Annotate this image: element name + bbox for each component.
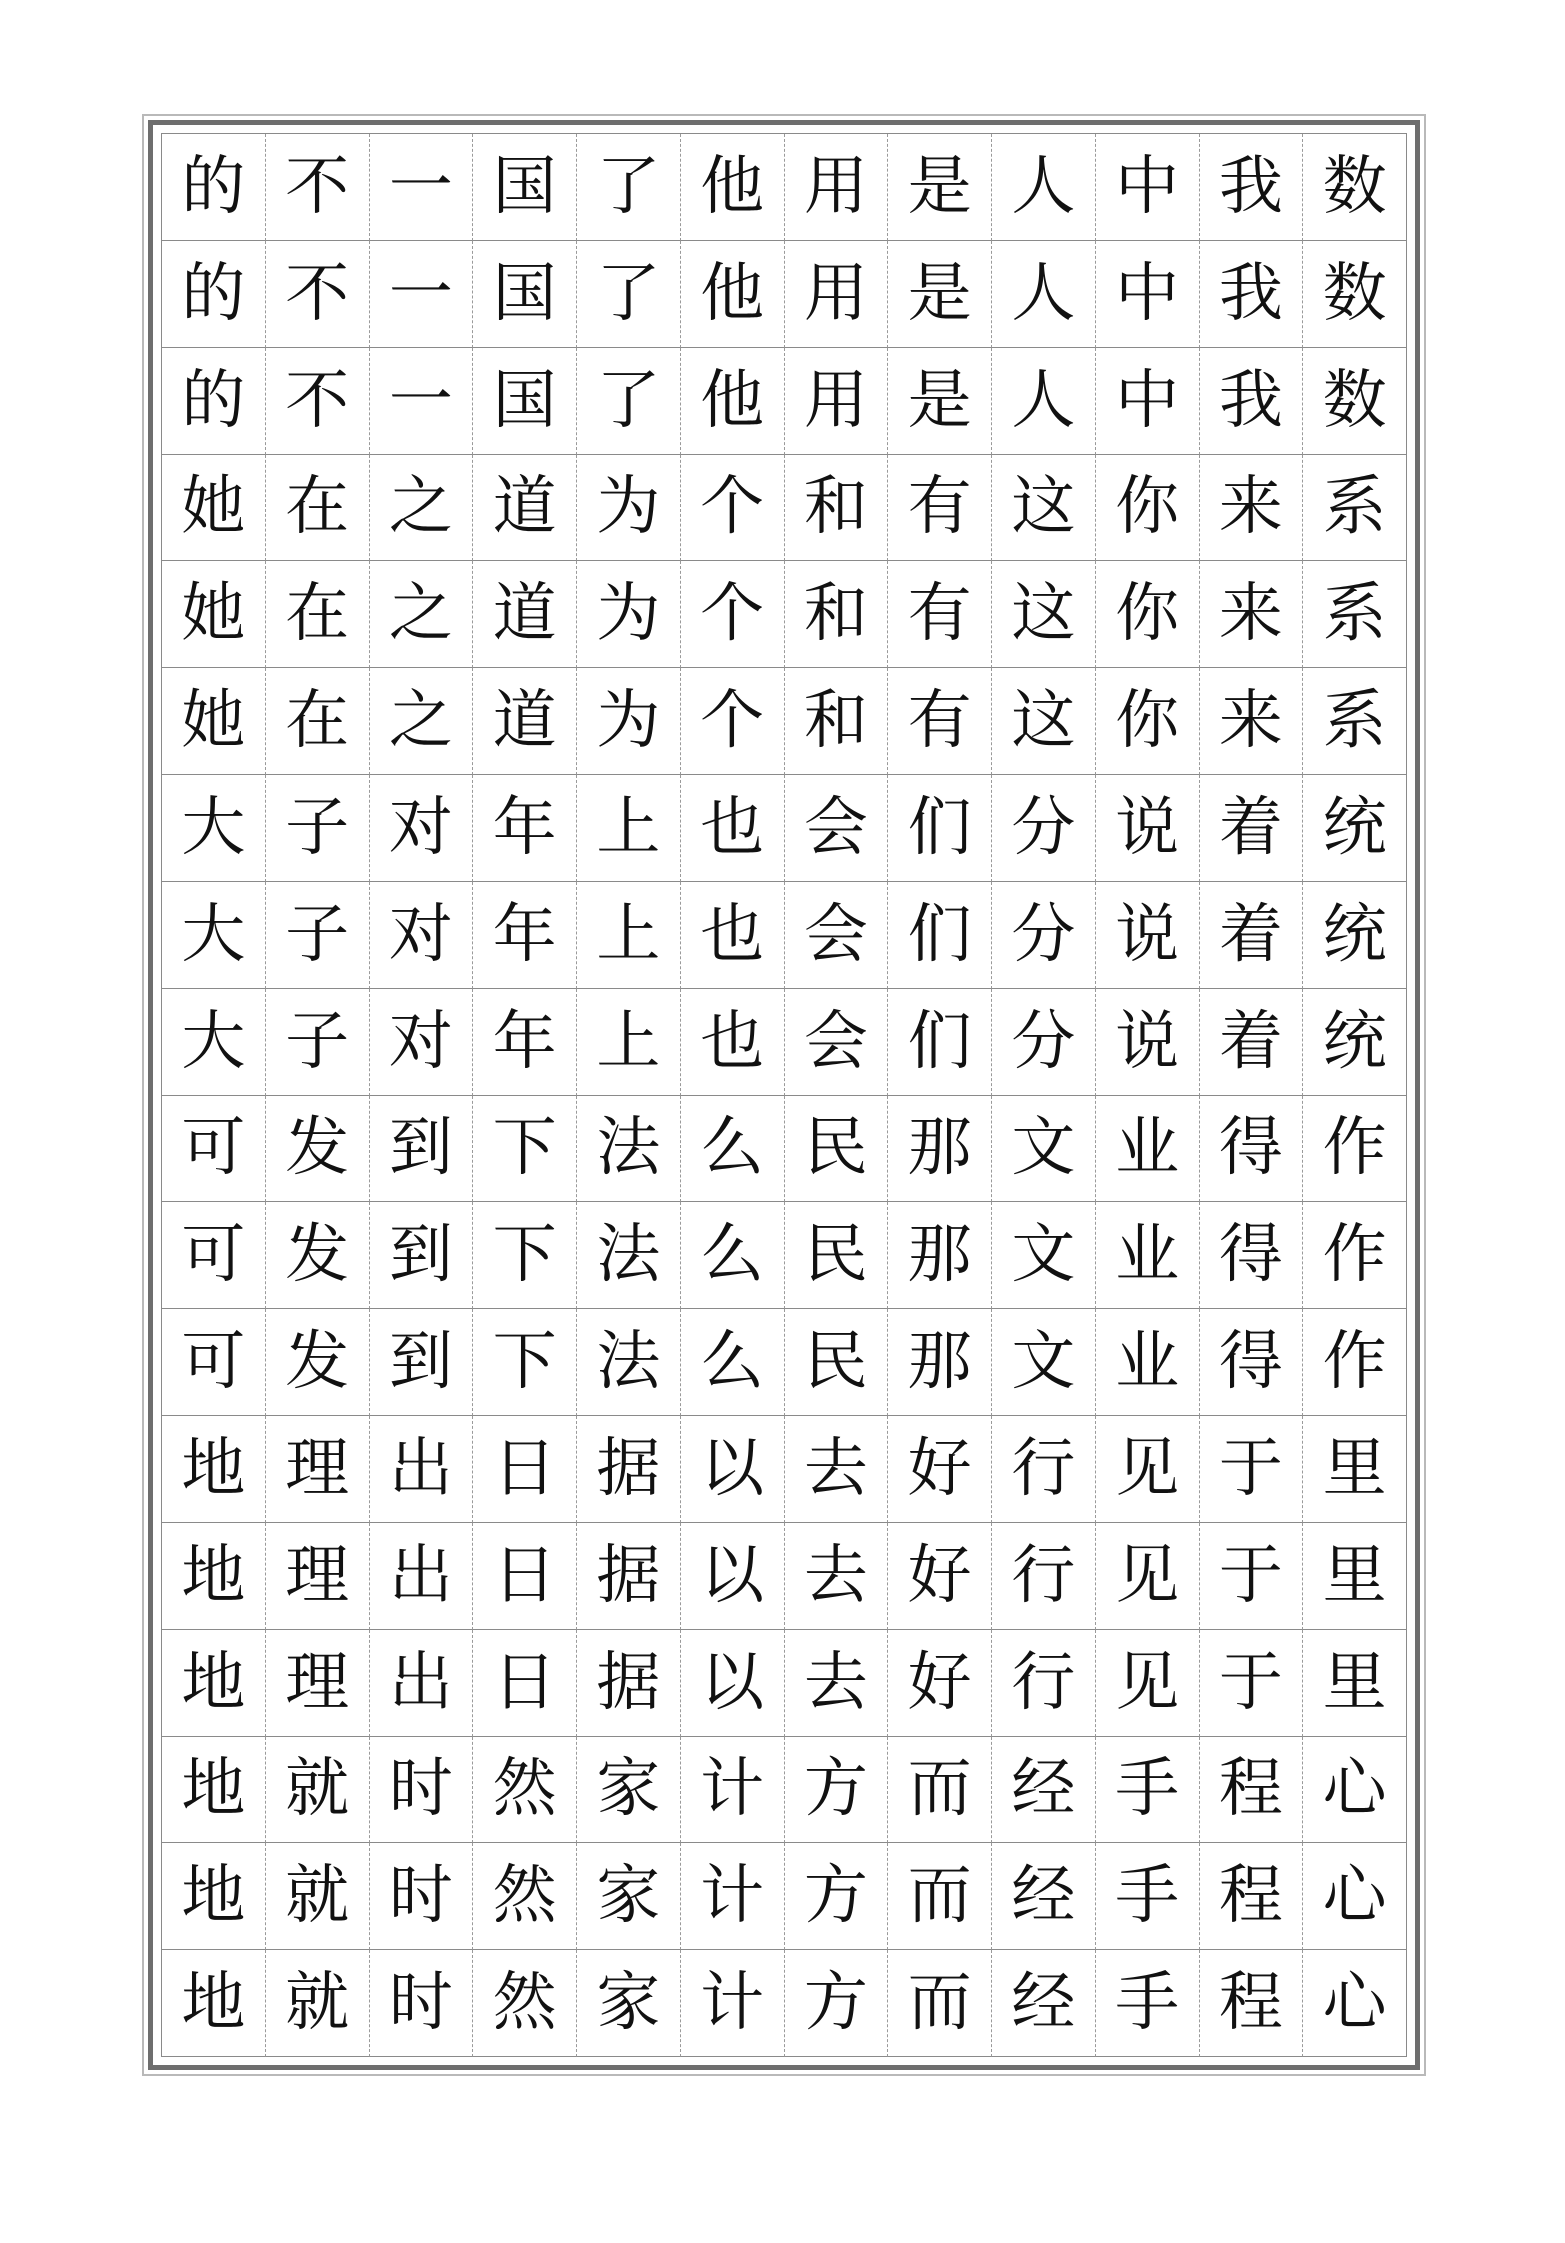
grid-cell: 经 bbox=[992, 1737, 1096, 1844]
grid-cell: 年 bbox=[473, 882, 577, 989]
grid-cell: 你 bbox=[1096, 561, 1200, 668]
grid-cell: 心 bbox=[1303, 1843, 1407, 1950]
grid-cell: 用 bbox=[785, 241, 889, 348]
grid-cell: 然 bbox=[473, 1737, 577, 1844]
grid-cell: 以 bbox=[681, 1416, 785, 1523]
grid-cell: 就 bbox=[266, 1737, 370, 1844]
grid-cell: 对 bbox=[370, 882, 474, 989]
grid-cell: 来 bbox=[1200, 561, 1304, 668]
grid-cell: 家 bbox=[577, 1737, 681, 1844]
grid-cell: 为 bbox=[577, 455, 681, 562]
grid-cell: 可 bbox=[162, 1202, 266, 1309]
grid-cell: 不 bbox=[266, 134, 370, 241]
grid-cell: 程 bbox=[1200, 1950, 1304, 2057]
grid-cell: 去 bbox=[785, 1523, 889, 1630]
grid-cell: 数 bbox=[1303, 241, 1407, 348]
grid-cell: 人 bbox=[992, 241, 1096, 348]
grid-cell: 可 bbox=[162, 1096, 266, 1203]
grid-cell: 上 bbox=[577, 989, 681, 1096]
grid-cell: 中 bbox=[1096, 241, 1200, 348]
grid-cell: 分 bbox=[992, 882, 1096, 989]
grid-cell: 么 bbox=[681, 1096, 785, 1203]
grid-cell: 她 bbox=[162, 668, 266, 775]
grid-cell: 然 bbox=[473, 1843, 577, 1950]
grid-cell: 着 bbox=[1200, 882, 1304, 989]
grid-cell: 出 bbox=[370, 1523, 474, 1630]
grid-cell: 发 bbox=[266, 1309, 370, 1416]
grid-cell: 时 bbox=[370, 1950, 474, 2057]
grid-cell: 行 bbox=[992, 1416, 1096, 1523]
grid-cell: 那 bbox=[888, 1309, 992, 1416]
grid-cell: 个 bbox=[681, 561, 785, 668]
grid-cell: 分 bbox=[992, 989, 1096, 1096]
grid-cell: 地 bbox=[162, 1416, 266, 1523]
grid-cell: 那 bbox=[888, 1096, 992, 1203]
grid-cell: 以 bbox=[681, 1523, 785, 1630]
grid-cell: 为 bbox=[577, 561, 681, 668]
grid-cell: 民 bbox=[785, 1096, 889, 1203]
grid-cell: 统 bbox=[1303, 775, 1407, 882]
grid-cell: 而 bbox=[888, 1737, 992, 1844]
grid-cell: 里 bbox=[1303, 1416, 1407, 1523]
grid-cell: 国 bbox=[473, 348, 577, 455]
grid-cell: 用 bbox=[785, 134, 889, 241]
grid-cell: 下 bbox=[473, 1202, 577, 1309]
grid-cell: 有 bbox=[888, 668, 992, 775]
grid-cell: 作 bbox=[1303, 1309, 1407, 1416]
grid-cell: 方 bbox=[785, 1737, 889, 1844]
grid-cell: 分 bbox=[992, 775, 1096, 882]
grid-cell: 法 bbox=[577, 1202, 681, 1309]
grid-cell: 发 bbox=[266, 1096, 370, 1203]
grid-cell: 出 bbox=[370, 1630, 474, 1737]
grid-cell: 可 bbox=[162, 1309, 266, 1416]
grid-cell: 人 bbox=[992, 134, 1096, 241]
grid-cell: 在 bbox=[266, 561, 370, 668]
grid-cell: 民 bbox=[785, 1202, 889, 1309]
grid-cell: 到 bbox=[370, 1202, 474, 1309]
grid-cell: 说 bbox=[1096, 989, 1200, 1096]
grid-cell: 据 bbox=[577, 1630, 681, 1737]
grid-cell: 上 bbox=[577, 882, 681, 989]
grid-cell: 她 bbox=[162, 455, 266, 562]
grid-cell: 是 bbox=[888, 134, 992, 241]
grid-cell: 个 bbox=[681, 668, 785, 775]
grid-cell: 行 bbox=[992, 1630, 1096, 1737]
grid-cell: 和 bbox=[785, 455, 889, 562]
grid-cell: 作 bbox=[1303, 1096, 1407, 1203]
grid-cell: 经 bbox=[992, 1843, 1096, 1950]
grid-cell: 然 bbox=[473, 1950, 577, 2057]
grid-cell: 来 bbox=[1200, 455, 1304, 562]
grid-cell: 和 bbox=[785, 668, 889, 775]
grid-cell: 他 bbox=[681, 134, 785, 241]
grid-cell: 也 bbox=[681, 989, 785, 1096]
grid-cell: 手 bbox=[1096, 1737, 1200, 1844]
grid-cell: 大 bbox=[162, 882, 266, 989]
grid-cell: 时 bbox=[370, 1737, 474, 1844]
grid-cell: 国 bbox=[473, 241, 577, 348]
grid-cell: 这 bbox=[992, 668, 1096, 775]
grid-cell: 计 bbox=[681, 1843, 785, 1950]
grid-cell: 我 bbox=[1200, 348, 1304, 455]
grid-cell: 也 bbox=[681, 775, 785, 882]
grid-cell: 据 bbox=[577, 1416, 681, 1523]
grid-cell: 地 bbox=[162, 1950, 266, 2057]
grid-cell: 理 bbox=[266, 1416, 370, 1523]
grid-cell: 为 bbox=[577, 668, 681, 775]
grid-cell: 法 bbox=[577, 1096, 681, 1203]
grid-cell: 地 bbox=[162, 1843, 266, 1950]
grid-cell: 是 bbox=[888, 241, 992, 348]
grid-cell: 道 bbox=[473, 561, 577, 668]
grid-cell: 们 bbox=[888, 775, 992, 882]
grid-cell: 见 bbox=[1096, 1416, 1200, 1523]
grid-cell: 不 bbox=[266, 241, 370, 348]
grid-cell: 业 bbox=[1096, 1309, 1200, 1416]
grid-cell: 地 bbox=[162, 1523, 266, 1630]
grid-cell: 到 bbox=[370, 1309, 474, 1416]
grid-cell: 心 bbox=[1303, 1737, 1407, 1844]
grid-cell: 行 bbox=[992, 1523, 1096, 1630]
grid-cell: 出 bbox=[370, 1416, 474, 1523]
grid-cell: 你 bbox=[1096, 455, 1200, 562]
grid-cell: 数 bbox=[1303, 134, 1407, 241]
grid-cell: 里 bbox=[1303, 1523, 1407, 1630]
grid-cell: 方 bbox=[785, 1843, 889, 1950]
grid-cell: 一 bbox=[370, 348, 474, 455]
grid-cell: 下 bbox=[473, 1096, 577, 1203]
grid-cell: 是 bbox=[888, 348, 992, 455]
grid-cell: 对 bbox=[370, 989, 474, 1096]
grid-cell: 他 bbox=[681, 241, 785, 348]
grid-cell: 子 bbox=[266, 775, 370, 882]
grid-cell: 经 bbox=[992, 1950, 1096, 2057]
grid-cell: 系 bbox=[1303, 561, 1407, 668]
grid-cell: 道 bbox=[473, 668, 577, 775]
grid-cell: 日 bbox=[473, 1523, 577, 1630]
grid-cell: 之 bbox=[370, 455, 474, 562]
grid-cell: 见 bbox=[1096, 1523, 1200, 1630]
grid-cell: 之 bbox=[370, 561, 474, 668]
grid-cell: 好 bbox=[888, 1523, 992, 1630]
grid-cell: 么 bbox=[681, 1202, 785, 1309]
grid-cell: 发 bbox=[266, 1202, 370, 1309]
grid-cell: 而 bbox=[888, 1843, 992, 1950]
grid-cell: 就 bbox=[266, 1950, 370, 2057]
grid-cell: 在 bbox=[266, 455, 370, 562]
grid-cell: 这 bbox=[992, 455, 1096, 562]
grid-cell: 一 bbox=[370, 134, 474, 241]
grid-cell: 我 bbox=[1200, 134, 1304, 241]
grid-cell: 程 bbox=[1200, 1843, 1304, 1950]
grid-cell: 了 bbox=[577, 348, 681, 455]
grid-cell: 于 bbox=[1200, 1523, 1304, 1630]
grid-cell: 说 bbox=[1096, 775, 1200, 882]
grid-cell: 时 bbox=[370, 1843, 474, 1950]
grid-cell: 文 bbox=[992, 1202, 1096, 1309]
grid-cell: 计 bbox=[681, 1737, 785, 1844]
grid-cell: 之 bbox=[370, 668, 474, 775]
grid-cell: 据 bbox=[577, 1523, 681, 1630]
grid-cell: 文 bbox=[992, 1309, 1096, 1416]
character-grid bbox=[161, 133, 1407, 2057]
grid-cell: 日 bbox=[473, 1630, 577, 1737]
grid-cell: 这 bbox=[992, 561, 1096, 668]
grid-cell: 而 bbox=[888, 1950, 992, 2057]
grid-cell: 下 bbox=[473, 1309, 577, 1416]
grid-cell: 们 bbox=[888, 882, 992, 989]
grid-cell: 到 bbox=[370, 1096, 474, 1203]
grid-cell: 年 bbox=[473, 775, 577, 882]
grid-cell: 计 bbox=[681, 1950, 785, 2057]
grid-cell: 着 bbox=[1200, 989, 1304, 1096]
grid-cell: 法 bbox=[577, 1309, 681, 1416]
grid-cell: 她 bbox=[162, 561, 266, 668]
grid-cell: 的 bbox=[162, 241, 266, 348]
grid-cell: 得 bbox=[1200, 1096, 1304, 1203]
grid-cell: 以 bbox=[681, 1630, 785, 1737]
grid-cell: 文 bbox=[992, 1096, 1096, 1203]
grid-cell: 不 bbox=[266, 348, 370, 455]
grid-cell: 国 bbox=[473, 134, 577, 241]
grid-cell: 理 bbox=[266, 1630, 370, 1737]
grid-cell: 个 bbox=[681, 455, 785, 562]
grid-cell: 了 bbox=[577, 241, 681, 348]
grid-cell: 家 bbox=[577, 1950, 681, 2057]
grid-cell: 得 bbox=[1200, 1202, 1304, 1309]
grid-cell: 的 bbox=[162, 348, 266, 455]
grid-cell: 家 bbox=[577, 1843, 681, 1950]
grid-cell: 对 bbox=[370, 775, 474, 882]
grid-cell: 程 bbox=[1200, 1737, 1304, 1844]
grid-cell: 系 bbox=[1303, 455, 1407, 562]
grid-cell: 作 bbox=[1303, 1202, 1407, 1309]
grid-cell: 中 bbox=[1096, 348, 1200, 455]
grid-cell: 统 bbox=[1303, 989, 1407, 1096]
grid-cell: 去 bbox=[785, 1630, 889, 1737]
grid-cell: 中 bbox=[1096, 134, 1200, 241]
grid-cell: 手 bbox=[1096, 1950, 1200, 2057]
grid-cell: 于 bbox=[1200, 1416, 1304, 1523]
grid-cell: 会 bbox=[785, 989, 889, 1096]
grid-cell: 于 bbox=[1200, 1630, 1304, 1737]
grid-cell: 业 bbox=[1096, 1202, 1200, 1309]
grid-cell: 得 bbox=[1200, 1309, 1304, 1416]
grid-cell: 你 bbox=[1096, 668, 1200, 775]
grid-cell: 大 bbox=[162, 989, 266, 1096]
grid-cell: 了 bbox=[577, 134, 681, 241]
grid-cell: 民 bbox=[785, 1309, 889, 1416]
grid-cell: 好 bbox=[888, 1630, 992, 1737]
grid-cell: 他 bbox=[681, 348, 785, 455]
grid-cell: 会 bbox=[785, 775, 889, 882]
grid-cell: 统 bbox=[1303, 882, 1407, 989]
grid-cell: 会 bbox=[785, 882, 889, 989]
grid-cell: 一 bbox=[370, 241, 474, 348]
grid-cell: 们 bbox=[888, 989, 992, 1096]
grid-cell: 里 bbox=[1303, 1630, 1407, 1737]
grid-cell: 有 bbox=[888, 561, 992, 668]
grid-cell: 说 bbox=[1096, 882, 1200, 989]
grid-cell: 地 bbox=[162, 1737, 266, 1844]
grid-cell: 见 bbox=[1096, 1630, 1200, 1737]
grid-cell: 和 bbox=[785, 561, 889, 668]
grid-cell: 有 bbox=[888, 455, 992, 562]
practice-sheet bbox=[148, 120, 1420, 2070]
grid-cell: 地 bbox=[162, 1630, 266, 1737]
grid-cell: 去 bbox=[785, 1416, 889, 1523]
grid-cell: 业 bbox=[1096, 1096, 1200, 1203]
grid-cell: 我 bbox=[1200, 241, 1304, 348]
grid-cell: 大 bbox=[162, 775, 266, 882]
grid-cell: 心 bbox=[1303, 1950, 1407, 2057]
grid-cell: 也 bbox=[681, 882, 785, 989]
grid-cell: 手 bbox=[1096, 1843, 1200, 1950]
grid-cell: 的 bbox=[162, 134, 266, 241]
grid-cell: 么 bbox=[681, 1309, 785, 1416]
grid-cell: 就 bbox=[266, 1843, 370, 1950]
grid-cell: 在 bbox=[266, 668, 370, 775]
grid-cell: 系 bbox=[1303, 668, 1407, 775]
grid-cell: 日 bbox=[473, 1416, 577, 1523]
grid-cell: 上 bbox=[577, 775, 681, 882]
grid-cell: 好 bbox=[888, 1416, 992, 1523]
grid-cell: 数 bbox=[1303, 348, 1407, 455]
grid-cell: 子 bbox=[266, 882, 370, 989]
grid-cell: 着 bbox=[1200, 775, 1304, 882]
grid-cell: 那 bbox=[888, 1202, 992, 1309]
grid-cell: 方 bbox=[785, 1950, 889, 2057]
grid-cell: 年 bbox=[473, 989, 577, 1096]
grid-cell: 道 bbox=[473, 455, 577, 562]
grid-cell: 来 bbox=[1200, 668, 1304, 775]
grid-cell: 理 bbox=[266, 1523, 370, 1630]
grid-cell: 人 bbox=[992, 348, 1096, 455]
grid-cell: 用 bbox=[785, 348, 889, 455]
grid-cell: 子 bbox=[266, 989, 370, 1096]
